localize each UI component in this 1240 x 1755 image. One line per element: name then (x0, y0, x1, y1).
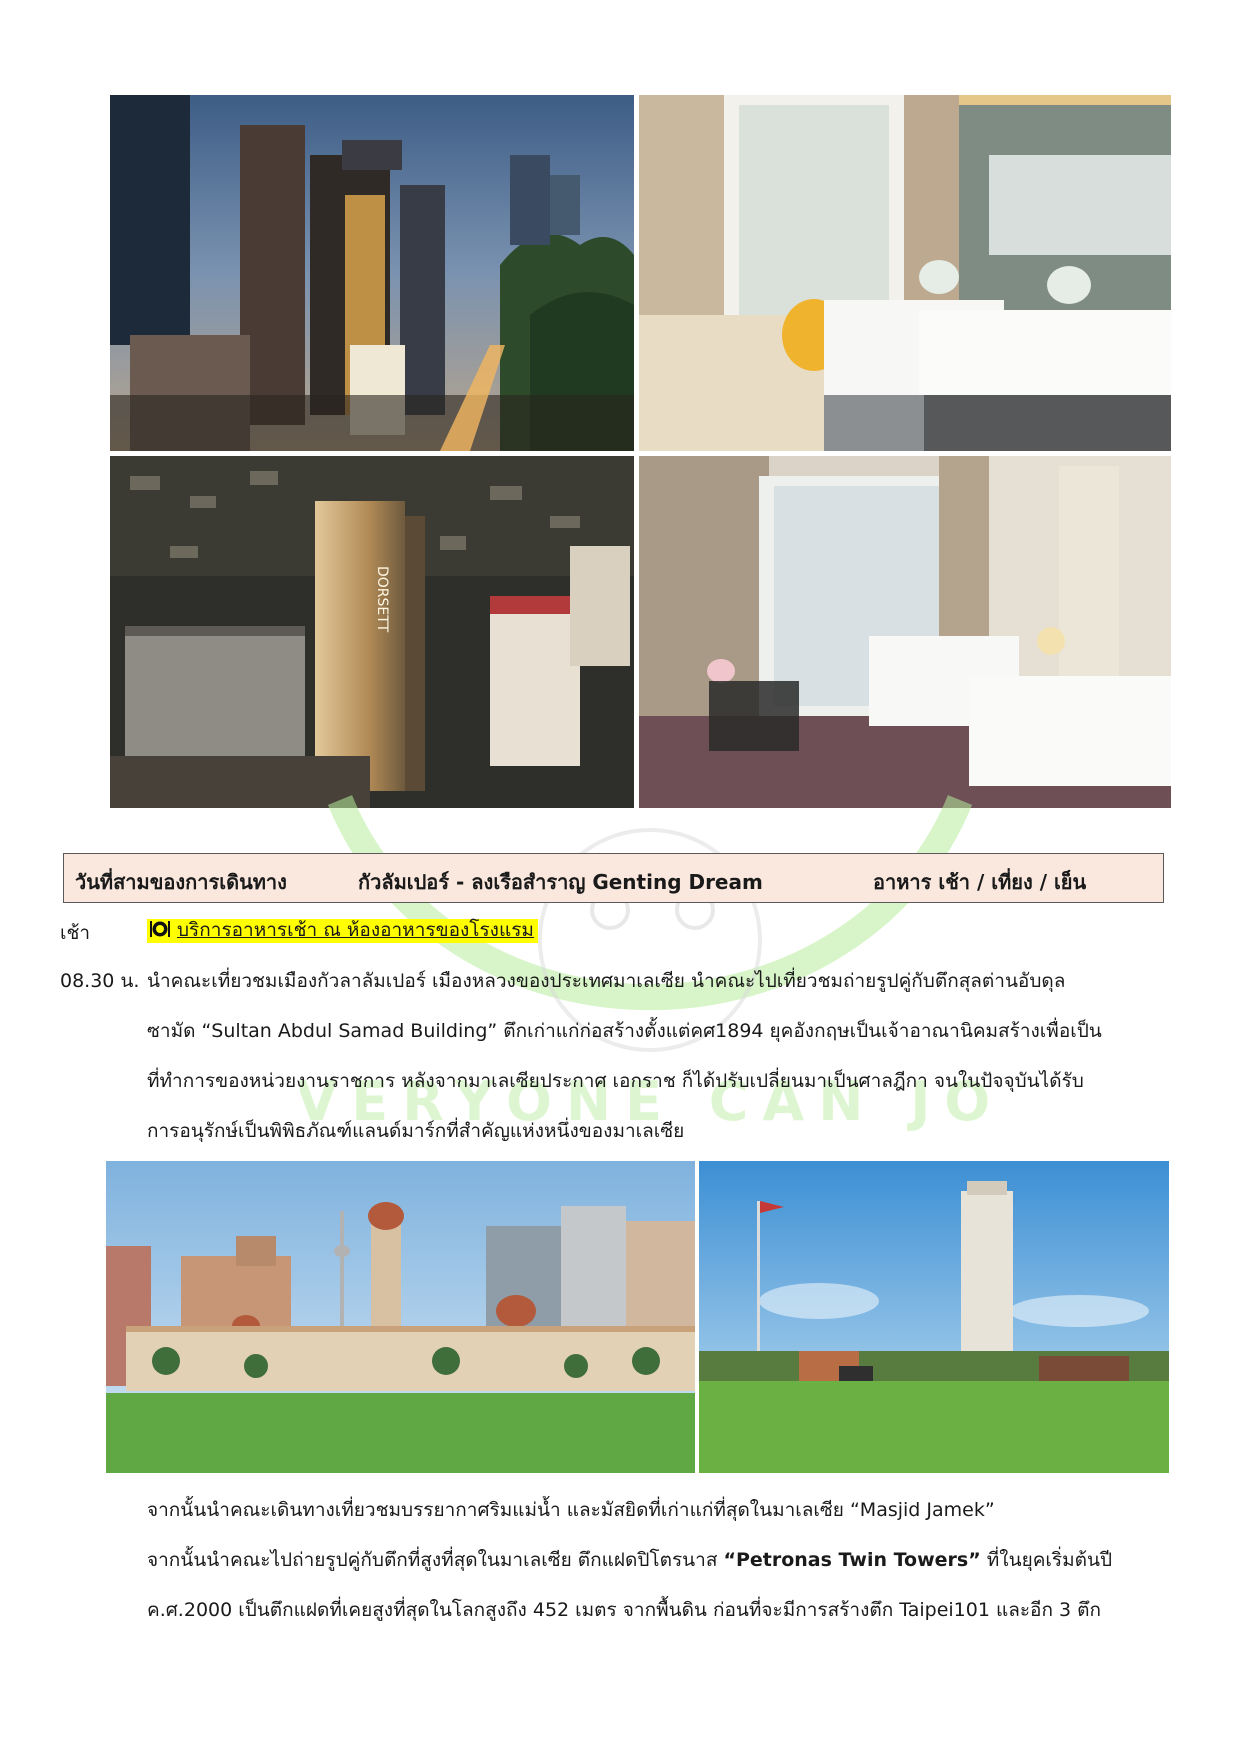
watermark-text: VERYONE CAN JO (300, 1070, 1000, 1133)
day-meals: อาหาร เช้า / เที่ยง / เย็น (873, 870, 1087, 894)
dorsett-sign: DORSETT (374, 566, 390, 633)
activity-time: 08.30 น. (60, 970, 140, 992)
breakfast-line (147, 915, 538, 945)
petronas-name: “Petronas Twin Towers” (723, 1549, 981, 1571)
hotel-tower-photo (110, 456, 634, 808)
day-title: วันที่สามของการเดินทาง (75, 870, 287, 894)
followup-line-2 (147, 1545, 1112, 1575)
activity-line-2: ซามัด “Sultan Abdul Samad Building” ตึกเก่าแก่ก่อสร้างตั้งแต่คศ1894 ยุคอังกฤษเป็นเจ้าอาณานิคมสร้างเพื่อเป็น (147, 1020, 1102, 1042)
activity-line-1: นำคณะเที่ยวชมเมืองกัวลาลัมเปอร์ เมืองหลวงของประเทศมาเลเซีย นำคณะไปเที่ยวชมถ่ายรูปคู่กับตึกสุลต่านอับดุล (147, 970, 1066, 992)
plate-icon (149, 919, 171, 944)
followup-line-3: ค.ศ.2000 เป็นตึกแฝดที่เคยสูงที่สุดในโลกสูงถึง 452 เมตร จากพื้นดิน ก่อนที่จะมีการสร้างตึก Taipei101 และอีก 3 ตึก (147, 1599, 1101, 1621)
day-header (63, 853, 1164, 903)
kl-skyline-photo (110, 95, 634, 451)
breakfast-text: บริการอาหารเช้า ณ ห้องอาหารของโรงแรม (177, 919, 534, 941)
sultan-abdul-samad-photo (106, 1161, 695, 1473)
day-route: กัวลัมเปอร์ - ลงเรือสำราญ Genting Dream (358, 870, 763, 894)
followup-line-2-post: ที่ในยุคเริ่มต้นปี (980, 1549, 1113, 1571)
merdeka-square-photo (699, 1161, 1169, 1473)
breakfast-highlight (147, 919, 538, 943)
followup-line-2-pre: จากนั้นนำคณะไปถ่ายรูปคู่กับตึกที่สูงที่สุดในมาเลเซีย ตึกแฝดปิโตรนาส (147, 1549, 724, 1571)
hotel-room-photo-1 (639, 95, 1171, 451)
activity-line-3: ที่ทำการของหน่วยงานราชการ หลังจากมาเลเซียประกาศ เอกราช ก็ได้ปรับเปลี่ยนมาเป็นศาลฎีกา จนในปัจจุบันได้รับ (147, 1070, 1084, 1092)
activity-line-4: การอนุรักษ์เป็นพิพิธภัณฑ์แลนด์มาร์กที่สำคัญแห่งหนึ่งของมาเลเซีย (147, 1120, 685, 1142)
hotel-room-photo-2 (639, 456, 1171, 808)
followup-line-1: จากนั้นนำคณะเดินทางเที่ยวชมบรรยากาศริมแม่น้ำ และมัสยิดที่เก่าแก่ที่สุดในมาเลเซีย “Masjid Jamek” (147, 1499, 995, 1521)
breakfast-time: เช้า (60, 922, 91, 944)
